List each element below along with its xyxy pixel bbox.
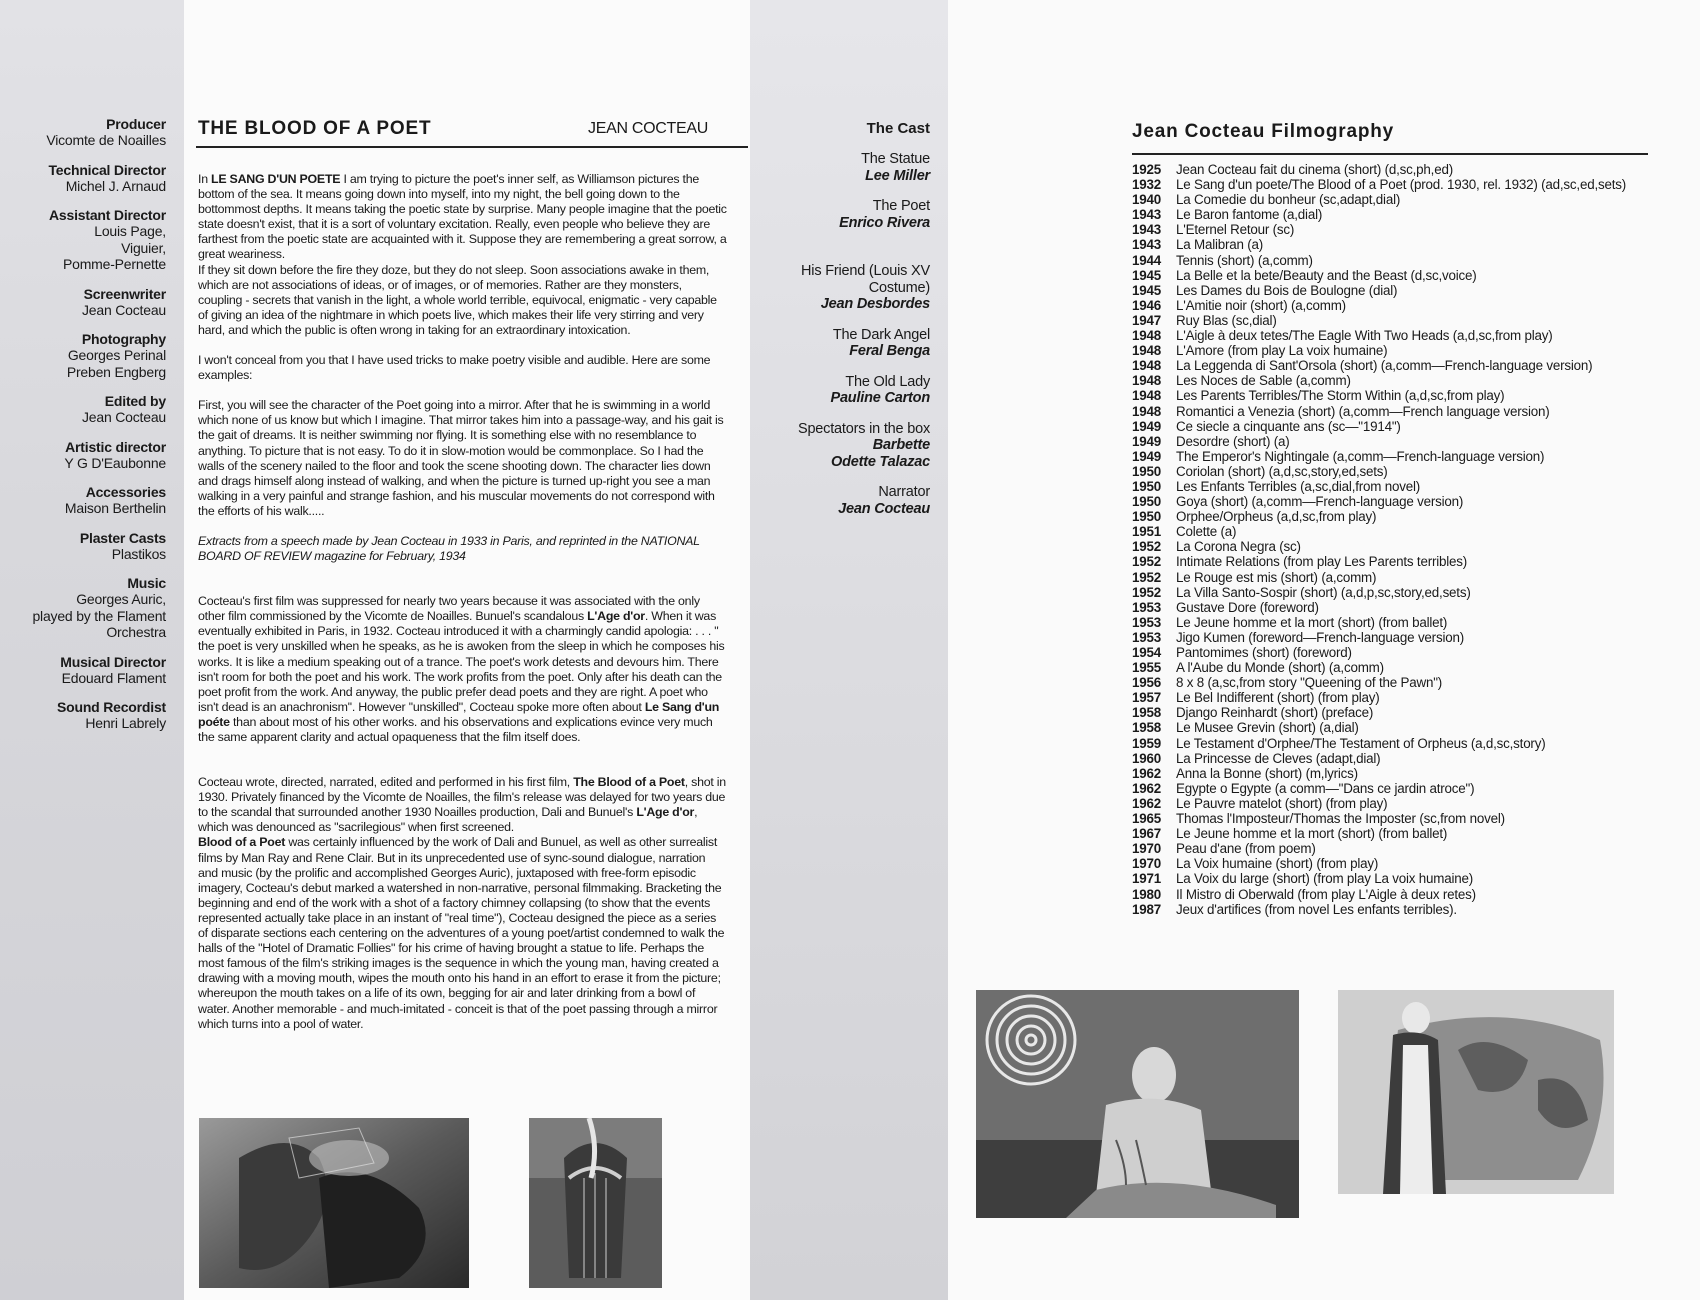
filmography-year: 1947 xyxy=(1132,312,1161,328)
filmography-row xyxy=(1132,419,1672,434)
credit-role: Technical Director xyxy=(48,161,166,178)
filmography-row xyxy=(1132,690,1672,705)
article-paragraph: First, you will see the character of the Poet going into a mirror. After that he is swimming in a world which none of us know but which I imagine. That mirror takes him into a passage-way, and his gait is the gait of dreams. It is neither swimming nor flying. It is something else with no resemblance to anything. To picture that is not easy. To do it in slow-motion would be commonplace. So I had the walls of the scenery nailed to the floor and took the scene shooting down. The character lies down and drags himself along instead of walking, and when the picture is turned up-right you see a man walking in a very painful and strange fashion, and his muscular movements do not correspond with the efforts of his walk..... xyxy=(198,398,724,518)
filmography-row xyxy=(1132,509,1672,524)
credit-item xyxy=(0,207,166,273)
filmography-row xyxy=(1132,253,1672,268)
filmography-title-cell: Gustave Dore (foreword) xyxy=(1176,599,1319,615)
cast-role: Narrator xyxy=(878,484,930,500)
article-paragraph: If they sit down before the fire they doze, but they do not sleep. Soon associations awake in them, which are not associations of ideas, or of images, or of memories. Rather are they monsters, coupling - secrets that vanish in the light, a whole world terrible, equivocal, enigmatic - very capable of giving an idea of the nightmare in which poets live, which makes their life very stirring and very hard, and which the public is often wrong in taking for an extraordinary intoxication. xyxy=(198,262,717,337)
cast-actor: Jean Cocteau xyxy=(838,500,930,517)
credit-role: Accessories xyxy=(85,484,166,500)
filmography-row xyxy=(1132,283,1672,298)
article-panel xyxy=(184,0,750,1300)
filmography-year: 1945 xyxy=(1132,267,1161,283)
filmography-title-cell: Orphee/Orpheus (a,d,sc,from play) xyxy=(1176,509,1377,525)
credit-name: Jean Cocteau xyxy=(82,409,166,425)
filmography-row xyxy=(1132,343,1672,358)
statue-cow-photo xyxy=(1338,990,1614,1194)
cast-list xyxy=(755,120,930,531)
filmography-year: 1956 xyxy=(1132,675,1161,691)
filmography-year: 1965 xyxy=(1132,811,1161,827)
filmography-title-cell: Goya (short) (a,comm—French-language version) xyxy=(1176,494,1464,510)
filmography-title-cell: La Villa Santo-Sospir (short) (a,d,p,sc,story,ed,sets) xyxy=(1176,584,1471,600)
cast-item xyxy=(755,198,930,231)
filmography-row xyxy=(1132,630,1672,645)
credit-item xyxy=(0,575,166,641)
credit-name: Edouard Flament xyxy=(61,669,166,686)
filmography-year: 1948 xyxy=(1132,373,1161,389)
filmography-panel xyxy=(948,0,1700,1300)
filmography-year: 1943 xyxy=(1132,237,1161,253)
filmography-year: 1948 xyxy=(1132,403,1161,419)
article-paragraph: Cocteau's first film was suppressed for nearly two years because it was associated with the only other film commissioned by the Vicomte de Noailles. Bunuel's scandalous L'Age d'or. When it was eventually exhibited in Paris, in 1932. Cocteau introduced it with a charmingly candid apologia: . . . " the poet is very unskilled when he speaks, as he is awoken from the sleep in which he composes his works. It is like a medium speaking out of a trance. The poet's work detests and devours him. There isn't room for both the poet and his work. The work profits from the poet. Only after his death can the poet profit from the work. And anyway, the public prefer dead poets and they are right. A poet who isn't dead is an anachronism''. However ''unskilled", Cocteau spoke more often about Le Sang d'un poéte than about most of his other works. and his observations and explications evince very much the same apparent clarity and actual opaqueness that the film itself does. xyxy=(198,594,725,744)
filmography-row xyxy=(1132,494,1672,509)
cast-role: The Dark Angel xyxy=(832,326,930,343)
credit-role: Producer xyxy=(106,116,166,132)
filmography-row xyxy=(1132,841,1672,856)
filmography-row xyxy=(1132,902,1672,917)
filmography-row xyxy=(1132,751,1672,766)
filmography-title-cell: Desordre (short) (a) xyxy=(1176,433,1290,449)
credit-item xyxy=(0,699,166,732)
filmography-year: 1948 xyxy=(1132,388,1161,404)
article-title: THE BLOOD OF A POET xyxy=(198,118,432,139)
cast-item xyxy=(755,263,930,313)
filmography-title: Jean Cocteau Filmography xyxy=(1132,121,1395,142)
filmography-year: 1950 xyxy=(1132,478,1161,494)
filmography-row xyxy=(1132,373,1672,388)
filmography-title-cell: L'Eternel Retour (sc) xyxy=(1176,222,1295,238)
filmography-row xyxy=(1132,464,1672,479)
filmography-row xyxy=(1132,600,1672,615)
speech-caption: Extracts from a speech made by Jean Cocteau in 1933 in Paris, and reprinted in the NATIONAL BOARD OF REVIEW magazine for February, 1934 xyxy=(198,533,700,564)
filmography-year: 1958 xyxy=(1132,720,1161,736)
filmography-year: 1952 xyxy=(1132,539,1161,555)
filmography-row xyxy=(1132,781,1672,796)
swimmer-photo xyxy=(199,1118,469,1288)
cast-item xyxy=(755,484,930,517)
filmography-year: 1940 xyxy=(1132,192,1161,208)
credit-name: Georges Auric, played by the Flament Orchestra xyxy=(32,591,166,640)
filmography-year: 1948 xyxy=(1132,328,1161,344)
article-paragraph: In LE SANG D'UN POETE I am trying to picture the poet's inner self, as Williamson pictures the bottom of the sea. It means going down into myself, into my night, the bell going down to the bottommost depths. It means taking the poetic state by surprise. Many people imagine that the poetic state doesn't exist, that it is a sort of voluntary excitation. Really, even people who believe they are farthest from the poetic state are acquainted with it. Suppose they are remembering a great sorrow, a great weariness. xyxy=(198,172,727,262)
filmography-year: 1967 xyxy=(1132,826,1161,842)
cast-actor: Barbette xyxy=(872,437,930,453)
filmography-title-cell: Intimate Relations (from play Les Parents terribles) xyxy=(1176,554,1468,570)
filmography-year: 1952 xyxy=(1132,584,1161,600)
filmography-row xyxy=(1132,479,1672,494)
filmography-year: 1980 xyxy=(1132,886,1161,902)
filmography-year: 1970 xyxy=(1132,841,1161,857)
filmography-title-cell: Colette (a) xyxy=(1176,524,1237,540)
filmography-row xyxy=(1132,826,1672,841)
cast-actor: Lee Miller xyxy=(865,167,930,184)
credit-item xyxy=(0,530,166,563)
filmography-title-cell: Jigo Kumen (foreword—French-language version) xyxy=(1176,629,1464,645)
filmography-year: 1954 xyxy=(1132,645,1161,660)
credit-item xyxy=(0,439,166,472)
filmography-title-cell: Peau d'ane (from poem) xyxy=(1176,841,1316,857)
cast-heading: The Cast xyxy=(866,120,930,137)
filmography-title-cell: La Princesse de Cleves (adapt,dial) xyxy=(1176,750,1381,766)
filmography-row xyxy=(1132,585,1672,600)
filmography-year: 1953 xyxy=(1132,629,1161,645)
filmography-title-cell: Tennis (short) (a,comm) xyxy=(1176,252,1313,268)
filmography-year: 1943 xyxy=(1132,207,1161,223)
filmography-row xyxy=(1132,388,1672,403)
filmography-row xyxy=(1132,570,1672,585)
filmography-title-cell: Django Reinhardt (short) (preface) xyxy=(1176,705,1374,721)
cast-item xyxy=(755,327,930,360)
filmography-header xyxy=(1132,120,1648,155)
filmography-title-cell: Les Dames du Bois de Boulogne (dial) xyxy=(1176,282,1398,298)
filmography-title-cell: Le Pauvre matelot (short) (from play) xyxy=(1176,795,1388,811)
filmography-year: 1925 xyxy=(1132,162,1161,177)
filmography-year: 1987 xyxy=(1132,901,1161,917)
cast-role: The Poet xyxy=(872,198,930,214)
filmography-year: 1946 xyxy=(1132,297,1161,313)
filmography-year: 1953 xyxy=(1132,599,1161,615)
filmography-title-cell: La Comedie du bonheur (sc,adapt,dial) xyxy=(1176,192,1401,208)
filmography-year: 1970 xyxy=(1132,856,1161,872)
filmography-row xyxy=(1132,660,1672,675)
filmography-row xyxy=(1132,539,1672,554)
credit-name: Y G D'Eaubonne xyxy=(64,454,166,471)
filmography-title-cell: Les Noces de Sable (a,comm) xyxy=(1176,373,1351,389)
credit-item xyxy=(0,116,166,149)
credit-name: Henri Labrely xyxy=(85,715,166,731)
filmography-title-cell: La Voix du large (short) (from play La voix humaine) xyxy=(1176,871,1473,887)
filmography-row xyxy=(1132,207,1672,222)
credit-name: Georges Perinal Preben Engberg xyxy=(66,347,166,380)
filmography-row xyxy=(1132,856,1672,871)
filmography-row xyxy=(1132,192,1672,207)
filmography-year: 1958 xyxy=(1132,705,1161,721)
filmography-row xyxy=(1132,404,1672,419)
filmography-year: 1950 xyxy=(1132,509,1161,525)
filmography-title-cell: Le Jeune homme et la mort (short) (from ballet) xyxy=(1176,826,1448,842)
filmography-row xyxy=(1132,313,1672,328)
article-body xyxy=(198,172,728,1047)
filmography-row xyxy=(1132,766,1672,781)
filmography-year: 1949 xyxy=(1132,448,1161,464)
filmography-title-cell: The Emperor's Nightingale (a,comm—French-language version) xyxy=(1176,448,1545,464)
spiral-statue-photo xyxy=(976,990,1299,1218)
filmography-year: 1960 xyxy=(1132,750,1161,766)
credit-role: Sound Recordist xyxy=(56,699,166,715)
credit-role: Edited by xyxy=(104,393,166,409)
cast-item xyxy=(755,151,930,184)
filmography-year: 1962 xyxy=(1132,780,1161,796)
cast-actor: Feral Benga xyxy=(849,343,930,359)
cast-panel xyxy=(750,0,948,1300)
credit-item xyxy=(0,162,166,195)
filmography-title-cell: Pantomimes (short) (foreword) xyxy=(1176,645,1352,660)
filmography-row xyxy=(1132,268,1672,283)
filmography-row xyxy=(1132,177,1672,192)
credit-item xyxy=(0,393,166,426)
filmography-title-cell: Les Parents Terribles/The Storm Within (a,d,sc,from play) xyxy=(1176,388,1505,404)
filmography-title-cell: Le Testament d'Orphee/The Testament of Orpheus (a,d,sc,story) xyxy=(1176,735,1546,751)
filmography-row xyxy=(1132,222,1672,237)
filmography-year: 1945 xyxy=(1132,282,1161,298)
filmography-row xyxy=(1132,615,1672,630)
filmography-title-cell: Coriolan (short) (a,d,sc,story,ed,sets) xyxy=(1176,463,1388,479)
filmography-year: 1950 xyxy=(1132,463,1161,479)
filmography-year: 1952 xyxy=(1132,569,1161,585)
filmography-row xyxy=(1132,237,1672,252)
filmography-title-cell: L'Amitie noir (short) (a,comm) xyxy=(1176,297,1346,313)
credit-name: Plastikos xyxy=(111,545,166,562)
credit-item xyxy=(0,484,166,517)
cast-actor: Enrico Rivera xyxy=(839,214,930,231)
filmography-row xyxy=(1132,328,1672,343)
filmography-row xyxy=(1132,705,1672,720)
filmography-title-cell: Anna la Bonne (short) (m,lyrics) xyxy=(1176,765,1358,781)
filmography-title-cell: A l'Aube du Monde (short) (a,comm) xyxy=(1176,660,1384,676)
credit-role: Music xyxy=(127,575,166,591)
filmography-year: 1943 xyxy=(1132,222,1161,238)
article-paragraph: I won't conceal from you that I have used tricks to make poetry visible and audible. Here are some examples: xyxy=(198,353,711,383)
article-paragraph: Cocteau wrote, directed, narrated, edited and performed in his first film, The Blood of a Poet, shot in 1930. Privately financed by the Vicomte de Noailles, the film's release was delayed for two years due to the scandal that surrounded another 1930 Noailles production, Dali and Bunuel's L'Age d'or, which was denounced as "sacrilegious" when first screened. xyxy=(198,775,726,835)
filmography-year: 1959 xyxy=(1132,735,1161,751)
credits-list xyxy=(0,116,166,745)
filmography-title-cell: Jean Cocteau fait du cinema (short) (d,sc,ph,ed) xyxy=(1176,162,1453,177)
cast-actor: Jean Desbordes xyxy=(820,296,930,312)
credit-role: Musical Director xyxy=(60,653,166,670)
credit-role: Screenwriter xyxy=(83,285,166,302)
filmography-year: 1971 xyxy=(1132,871,1161,887)
filmography-row xyxy=(1132,434,1672,449)
filmography-title-cell: Les Enfants Terribles (a,sc,dial,from novel) xyxy=(1176,478,1420,494)
filmography-year: 1951 xyxy=(1132,524,1161,540)
filmography-title-cell: Ruy Blas (sc,dial) xyxy=(1176,312,1277,328)
cast-role: The Statue xyxy=(861,151,930,167)
filmography-title-cell: Jeux d'artifices (from novel Les enfants terribles). xyxy=(1176,901,1457,917)
filmography-title-cell: L'Aigle à deux tetes/The Eagle With Two Heads (a,d,sc,from play) xyxy=(1176,328,1553,344)
filmography-row xyxy=(1132,887,1672,902)
filmography-title-cell: Ce siecle a cinquante ans (sc—"1914") xyxy=(1176,418,1401,434)
filmography-row xyxy=(1132,736,1672,751)
filmography-year: 1948 xyxy=(1132,343,1161,359)
credit-name: Maison Berthelin xyxy=(64,500,166,516)
filmography-row xyxy=(1132,449,1672,464)
filmography-year: 1949 xyxy=(1132,418,1161,434)
filmography-title-cell: Thomas l'Imposteur/Thomas the Imposter (sc,from novel) xyxy=(1176,811,1505,827)
filmography-year: 1950 xyxy=(1132,494,1161,510)
filmography-title-cell: La Belle et la bete/Beauty and the Beast (d,sc,voice) xyxy=(1176,267,1477,283)
credit-name: Michel J. Arnaud xyxy=(65,177,166,194)
filmography-row xyxy=(1132,524,1672,539)
filmography-year: 1932 xyxy=(1132,177,1161,193)
credits-sidebar xyxy=(0,0,184,1300)
filmography-row xyxy=(1132,554,1672,569)
filmography-year: 1944 xyxy=(1132,252,1161,268)
filmography-title-cell: 8 x 8 (a,sc,from story "Queening of the Pawn") xyxy=(1176,675,1443,691)
filmography-row xyxy=(1132,871,1672,886)
filmography-title-cell: Romantici a Venezia (short) (a,comm—French language version) xyxy=(1176,403,1550,419)
filmography-row xyxy=(1132,298,1672,313)
filmography-title-cell: Le Rouge est mis (short) (a,comm) xyxy=(1176,569,1377,585)
filmography-year: 1962 xyxy=(1132,765,1161,781)
cast-item xyxy=(755,374,930,407)
credit-item xyxy=(0,286,166,319)
credit-name: Jean Cocteau xyxy=(82,301,166,318)
filmography-year: 1957 xyxy=(1132,690,1161,706)
filmography-list xyxy=(1132,162,1672,917)
filmography-title-cell: La Corona Negra (sc) xyxy=(1176,539,1301,555)
cast-role: Spectators in the box xyxy=(797,420,930,437)
filmography-row xyxy=(1132,720,1672,735)
filmography-year: 1953 xyxy=(1132,614,1161,630)
filmography-title-cell: La Malibran (a) xyxy=(1176,237,1264,253)
filmography-title-cell: Il Mistro di Oberwald (from play L'Aigle à deux retes) xyxy=(1176,886,1476,902)
filmography-title-cell: La Leggenda di Sant'Orsola (short) (a,comm—French-language version) xyxy=(1176,358,1593,374)
cast-role: His Friend (Louis XV Costume) xyxy=(801,263,930,296)
article-header xyxy=(196,118,748,148)
filmography-title-cell: Egypte o Egypte (a comm—"Dans ce jardin atroce") xyxy=(1176,780,1475,796)
credit-name: Vicomte de Noailles xyxy=(46,132,166,148)
article-paragraph: Blood of a Poet was certainly influenced by the work of Dali and Bunuel, as well as other surrealist films by Man Ray and Rene Clair. But in its unprecedented use of sync-sound dialogue, narration and music (by the prolific and accomplished Georges Auric), juxtaposed with free-form episodic imagery, Cocteau's debut marked a watershed in non-narrative, personal filmmaking. Bracketing the beginning and end of the work with a shot of a factory chimney collapsing (to show that the events represented actually take place in an instant of "real time"), Cocteau designed the piece as a series of disparate sections each centering on the adventures of a young poet/artist condemned to walk the halls of the "Hotel of Dramatic Follies" for his crime of having brought a statue to life. Perhaps the most famous of the film's striking images is the sequence in which the young man, having created a drawing with a moving mouth, wipes the mouth onto his hand in an effort to erase it from the picture; whereupon the mouth takes on a life of its own, begging for air and later drinking from a bowl of water. Another memorable - and much-imitated - conceit is that of the poet passing through a mirror which turns into a pool of water. xyxy=(198,835,725,1031)
credit-role: Plaster Casts xyxy=(79,529,166,546)
filmography-year: 1952 xyxy=(1132,554,1161,570)
filmography-title-cell: Le Bel Indifferent (short) (from play) xyxy=(1176,690,1380,706)
credit-role: Assistant Director xyxy=(49,207,166,223)
filmography-row xyxy=(1132,358,1672,373)
filmography-row xyxy=(1132,645,1672,660)
cast-item xyxy=(755,421,930,471)
credit-role: Artistic director xyxy=(65,438,166,455)
credit-item xyxy=(0,654,166,687)
filmography-title-cell: Le Musee Grevin (short) (a,dial) xyxy=(1176,720,1359,736)
credit-name: Louis Page, Viguier, Pomme-Pernette xyxy=(62,223,166,272)
filmography-title-cell: La Voix humaine (short) (from play) xyxy=(1176,856,1379,872)
cast-actor: Pauline Carton xyxy=(830,390,930,406)
filmography-title-cell: Le Baron fantome (a,dial) xyxy=(1176,207,1323,223)
filmography-year: 1948 xyxy=(1132,358,1161,374)
filmography-title-cell: Le Jeune homme et la mort (short) (from ballet) xyxy=(1176,614,1448,630)
filmography-year: 1955 xyxy=(1132,660,1161,676)
filmography-year: 1949 xyxy=(1132,433,1161,449)
credit-item xyxy=(0,331,166,380)
filmography-row xyxy=(1132,675,1672,690)
filmography-row xyxy=(1132,811,1672,826)
lyre-photo xyxy=(529,1118,662,1288)
filmography-year: 1962 xyxy=(1132,795,1161,811)
filmography-row xyxy=(1132,796,1672,811)
filmography-title-cell: L'Amore (from play La voix humaine) xyxy=(1176,343,1388,359)
filmography-row xyxy=(1132,162,1672,177)
credit-role: Photography xyxy=(81,331,166,347)
cast-role: The Old Lady xyxy=(845,373,930,390)
cast-actor: Odette Talazac xyxy=(830,453,930,470)
filmography-title-cell: Le Sang d'un poete/The Blood of a Poet (prod. 1930, rel. 1932) (ad,sc,ed,sets) xyxy=(1176,177,1626,193)
article-author: JEAN COCTEAU xyxy=(588,120,708,137)
